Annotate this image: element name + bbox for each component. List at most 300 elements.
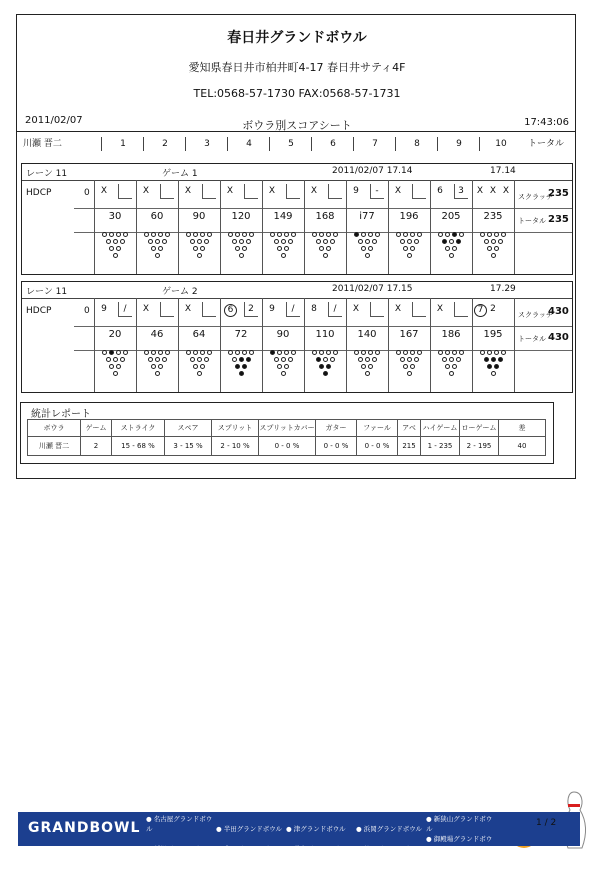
ball-2-box: [370, 302, 384, 317]
bowler-name: 川瀬 晋二: [23, 139, 62, 149]
center-item: ● 磐田グランドボウル: [356, 845, 423, 853]
pin-9: [242, 232, 247, 237]
frame-10: [472, 298, 514, 392]
ball-1: 8: [311, 304, 317, 314]
pin-7: [144, 232, 149, 237]
pin-1: [113, 371, 118, 376]
pin-1: [365, 371, 370, 376]
pin-2: [109, 246, 114, 251]
pin-10: [249, 350, 254, 355]
game-header: [22, 282, 572, 299]
game-game: ゲーム 1: [162, 169, 198, 179]
frame-1: [94, 180, 136, 274]
pin-9: [410, 232, 415, 237]
pin-6: [288, 357, 293, 362]
ball-1: 7: [474, 304, 486, 317]
scratch-label: スクラッチ: [518, 193, 553, 201]
pin-1: [239, 371, 244, 376]
ball-2: /: [333, 304, 337, 314]
ball-1: X: [268, 186, 276, 196]
cumulative-score: 195: [483, 329, 503, 340]
pin-8: [319, 350, 324, 355]
frame-number: 10: [495, 139, 507, 149]
pin-6: [372, 357, 377, 362]
pin-4: [148, 357, 153, 362]
pin-diagram: [262, 350, 304, 388]
pin-8: [361, 350, 366, 355]
frame-1: [94, 298, 136, 392]
ball-2-box: [328, 184, 342, 199]
pin-5: [365, 357, 370, 362]
frame-2: [136, 180, 178, 274]
pin-3: [452, 246, 457, 251]
center-item: ● 御殿場グランドボウル: [426, 835, 493, 853]
pin-2: [445, 246, 450, 251]
pin-4: [274, 239, 279, 244]
pin-8: [277, 350, 282, 355]
frame-divider: [269, 137, 270, 151]
pin-10: [165, 350, 170, 355]
pin-8: [487, 350, 492, 355]
frame-number: 5: [288, 139, 294, 149]
pin-9: [284, 350, 289, 355]
pin-1: [365, 253, 370, 258]
pin-9: [368, 232, 373, 237]
pin-diagram: [346, 350, 388, 388]
pin-10: [375, 232, 380, 237]
total-divider: [514, 298, 515, 392]
pin-diagram: [472, 232, 514, 270]
pin-8: [445, 232, 450, 237]
center-item: ● 新狭山グランドボウル: [426, 815, 493, 833]
cumulative-score: 64: [192, 329, 206, 340]
cumulative-score: 235: [483, 211, 503, 222]
pin-9: [116, 350, 121, 355]
scratch-label: スクラッチ: [518, 311, 553, 319]
pin-7: [354, 350, 359, 355]
pin-4: [484, 239, 489, 244]
pin-6: [456, 239, 461, 244]
total-header: トータル: [527, 139, 564, 149]
pin-5: [281, 357, 286, 362]
stats-value-cell: 0 - 0 %: [259, 437, 316, 456]
pin-8: [319, 232, 324, 237]
pin-9: [326, 232, 331, 237]
frame-divider: [101, 137, 102, 151]
frame-number: 1: [120, 139, 126, 149]
pin-1: [491, 371, 496, 376]
pin-2: [445, 364, 450, 369]
ball-1: X: [310, 186, 318, 196]
pin-1: [281, 371, 286, 376]
pin-4: [484, 357, 489, 362]
pin-diagram: [304, 232, 346, 270]
center-item: ● 川崎グランドボウル: [356, 865, 423, 873]
pin-9: [158, 350, 163, 355]
pin-9: [158, 232, 163, 237]
pin-4: [106, 239, 111, 244]
pin-2: [151, 246, 156, 251]
pin-10: [333, 350, 338, 355]
pin-diagram: [388, 350, 430, 388]
pin-2: [235, 364, 240, 369]
stats-header-cell: ローゲーム: [460, 420, 499, 437]
stats-header-cell: ハイゲーム: [421, 420, 460, 437]
pin-2: [319, 246, 324, 251]
frame-7: [346, 298, 388, 392]
pin-3: [284, 364, 289, 369]
pin-4: [316, 357, 321, 362]
frame-divider: [395, 137, 396, 151]
pin-6: [204, 239, 209, 244]
ball-1: X: [100, 186, 108, 196]
pin-9: [116, 232, 121, 237]
pin-3: [284, 246, 289, 251]
frame-9: [430, 180, 472, 274]
pin-5: [197, 239, 202, 244]
frame-header-bar: [19, 135, 575, 153]
game-end: 17.14: [490, 166, 516, 176]
center-title: 春日井グランドボウル: [227, 30, 367, 46]
stats-value-cell: 2: [81, 437, 112, 456]
pin-3: [242, 246, 247, 251]
stats-value-cell: 2 - 10 %: [212, 437, 259, 456]
frame-divider: [353, 137, 354, 151]
ball-1: X: [184, 186, 192, 196]
pin-6: [498, 239, 503, 244]
stats-report: [20, 402, 554, 464]
pin-10: [165, 232, 170, 237]
pin-8: [109, 350, 114, 355]
cumulative-score: 46: [150, 329, 164, 340]
stats-value-cell: 3 - 15 %: [165, 437, 212, 456]
pin-1: [113, 253, 118, 258]
stats-value-cell: 0 - 0 %: [357, 437, 398, 456]
ball-2: X: [489, 186, 497, 196]
ball-1: X: [476, 186, 484, 196]
pin-1: [239, 253, 244, 258]
pin-4: [148, 239, 153, 244]
center-item: ● 浜岡グランドボウル: [356, 825, 423, 833]
pin-1: [197, 253, 202, 258]
pin-7: [438, 350, 443, 355]
pin-5: [323, 357, 328, 362]
cumulative-score: 186: [441, 329, 461, 340]
frame-number: 4: [246, 139, 252, 149]
pin-5: [239, 239, 244, 244]
pin-3: [410, 364, 415, 369]
pin-7: [270, 232, 275, 237]
pin-6: [162, 239, 167, 244]
ball-3: X: [502, 186, 510, 196]
pin-10: [459, 350, 464, 355]
pin-8: [151, 350, 156, 355]
stats-header-cell: ゲーム: [81, 420, 112, 437]
pin-diagram: [304, 350, 346, 388]
pin-7: [144, 350, 149, 355]
ball-2-box: [454, 302, 468, 317]
pin-5: [449, 357, 454, 362]
pin-10: [333, 232, 338, 237]
total-divider: [514, 180, 515, 274]
stats-value-cell: 川瀬 晋二: [28, 437, 81, 456]
pin-2: [403, 246, 408, 251]
pin-2: [277, 364, 282, 369]
frame-6: [304, 180, 346, 274]
cumulative-score: 20: [108, 329, 122, 340]
frame-4: [220, 298, 262, 392]
pin-1: [155, 253, 160, 258]
pin-9: [242, 350, 247, 355]
stats-value-row: [28, 437, 546, 456]
scratch-value: 235: [548, 188, 569, 199]
frame-number: 3: [204, 139, 210, 149]
stats-table: [27, 419, 546, 456]
game-header: [22, 164, 572, 181]
cumulative-score: 90: [276, 329, 290, 340]
pin-4: [190, 357, 195, 362]
pin-diagram: [136, 232, 178, 270]
pin-9: [200, 350, 205, 355]
pin-6: [162, 357, 167, 362]
pin-1: [407, 253, 412, 258]
pin-2: [193, 246, 198, 251]
ball-1: X: [226, 186, 234, 196]
cumulative-score: 167: [399, 329, 419, 340]
pin-4: [358, 239, 363, 244]
pin-7: [396, 232, 401, 237]
ball-2-box: [118, 184, 132, 199]
frame-6: [304, 298, 346, 392]
pin-5: [491, 357, 496, 362]
frame-3: [178, 180, 220, 274]
pin-8: [403, 350, 408, 355]
pin-1: [449, 371, 454, 376]
pin-2: [487, 246, 492, 251]
pin-3: [116, 246, 121, 251]
pin-5: [155, 357, 160, 362]
stats-value-cell: 40: [499, 437, 546, 456]
stats-value-cell: 215: [398, 437, 421, 456]
ball-2-box: [286, 184, 300, 199]
pin-3: [200, 246, 205, 251]
game-1-panel: [21, 163, 573, 275]
frame-3: [178, 298, 220, 392]
ball-2-box: [412, 184, 426, 199]
total-label: トータル: [518, 217, 546, 225]
stats-value-cell: 0 - 0 %: [316, 437, 357, 456]
pin-2: [319, 364, 324, 369]
pin-8: [109, 232, 114, 237]
pin-8: [235, 350, 240, 355]
ball-1: X: [352, 304, 360, 314]
center-list: [146, 814, 526, 874]
frame-9: [430, 298, 472, 392]
pin-10: [375, 350, 380, 355]
frame-7: [346, 180, 388, 274]
pin-diagram: [178, 232, 220, 270]
pin-8: [277, 232, 282, 237]
stats-header-cell: 差: [499, 420, 546, 437]
frame-divider: [479, 137, 480, 151]
pin-1: [449, 253, 454, 258]
game-end: 17.29: [490, 284, 516, 294]
pin-9: [326, 350, 331, 355]
pin-10: [123, 232, 128, 237]
pin-7: [102, 350, 107, 355]
pin-3: [158, 364, 163, 369]
pin-5: [155, 239, 160, 244]
pin-2: [109, 364, 114, 369]
pin-9: [494, 232, 499, 237]
pin-diagram: [346, 232, 388, 270]
stats-value-cell: 1 - 235: [421, 437, 460, 456]
stats-header-cell: ガター: [316, 420, 357, 437]
pin-8: [193, 232, 198, 237]
pin-3: [326, 246, 331, 251]
cumulative-score: 90: [192, 211, 206, 222]
pin-4: [106, 357, 111, 362]
pin-9: [410, 350, 415, 355]
pin-diagram: [178, 350, 220, 388]
pin-diagram: [136, 350, 178, 388]
sheet-time: 17:43:06: [524, 117, 569, 128]
pin-10: [459, 232, 464, 237]
ball-1: X: [394, 304, 402, 314]
pin-10: [123, 350, 128, 355]
pin-10: [207, 232, 212, 237]
cumulative-score: 205: [441, 211, 461, 222]
pin-10: [417, 232, 422, 237]
frame-number: 7: [372, 139, 378, 149]
center-item: ● 名古屋グランドボウル: [146, 815, 213, 833]
pin-diagram: [262, 232, 304, 270]
pin-6: [330, 239, 335, 244]
pin-9: [452, 350, 457, 355]
pin-7: [312, 350, 317, 355]
pin-2: [193, 364, 198, 369]
frame-4: [220, 180, 262, 274]
pin-3: [368, 246, 373, 251]
pin-7: [228, 350, 233, 355]
pin-4: [232, 357, 237, 362]
ball-2: /: [123, 304, 127, 314]
pin-2: [277, 246, 282, 251]
pin-5: [113, 239, 118, 244]
ball-2-box: [412, 302, 426, 317]
ball-1: 6: [224, 304, 236, 317]
pin-2: [361, 246, 366, 251]
pin-4: [316, 239, 321, 244]
pin-5: [113, 357, 118, 362]
pin-3: [494, 246, 499, 251]
pin-5: [323, 239, 328, 244]
pin-diagram: [94, 350, 136, 388]
pin-3: [452, 364, 457, 369]
stats-value-cell: 15 - 68 %: [112, 437, 165, 456]
game-2-panel: [21, 281, 573, 393]
ball-2: 2: [248, 304, 254, 314]
pin-diagram: [430, 232, 472, 270]
pin-7: [186, 232, 191, 237]
hdcp-value: 0: [84, 188, 90, 198]
frame-number: 8: [414, 139, 420, 149]
frame-divider: [143, 137, 144, 151]
stats-header-cell: スプリット: [212, 420, 259, 437]
footer-brand: GRANDBOWL: [28, 820, 141, 836]
pin-5: [407, 357, 412, 362]
scratch-value: 430: [548, 306, 569, 317]
cumulative-score: 60: [150, 211, 164, 222]
stats-header-cell: アベ: [398, 420, 421, 437]
ball-2-box: [244, 184, 258, 199]
pin-2: [487, 364, 492, 369]
game-start: 2011/02/07 17.14: [332, 166, 413, 176]
ball-2: 2: [490, 304, 496, 314]
pin-6: [456, 357, 461, 362]
header-divider: [17, 131, 575, 132]
pin-7: [270, 350, 275, 355]
pin-diagram: [472, 350, 514, 388]
frame-number: 9: [456, 139, 462, 149]
hdcp-label: HDCP: [26, 306, 52, 316]
pin-8: [445, 350, 450, 355]
pin-6: [414, 239, 419, 244]
pin-6: [414, 357, 419, 362]
stats-title: 統計レポート: [31, 409, 91, 420]
game-game: ゲーム 2: [162, 287, 198, 297]
cumulative-score: 72: [234, 329, 248, 340]
ball-1: 9: [269, 304, 275, 314]
center-item: ● 春日井グランドボウル: [216, 855, 283, 873]
ball-2-box: [202, 302, 216, 317]
cumulative-score: 120: [231, 211, 251, 222]
game-start: 2011/02/07 17.15: [332, 284, 413, 294]
frame-5: [262, 180, 304, 274]
center-item: ● 半田グランドボウル: [216, 825, 283, 833]
center-item: ● 桑名グランドボウル: [286, 845, 353, 853]
pin-1: [281, 253, 286, 258]
frame-5: [262, 298, 304, 392]
page-number: 1 / 2: [536, 818, 557, 828]
pin-diagram: [220, 232, 262, 270]
sheet-title: ボウラ別スコアシート: [242, 119, 352, 132]
pin-10: [501, 232, 506, 237]
pin-4: [358, 357, 363, 362]
frame-divider: [227, 137, 228, 151]
pin-10: [249, 232, 254, 237]
pin-5: [239, 357, 244, 362]
pin-4: [442, 357, 447, 362]
pin-6: [120, 239, 125, 244]
ball-2: /: [291, 304, 295, 314]
pin-4: [232, 239, 237, 244]
ball-2-box: [202, 184, 216, 199]
sheet-date: 2011/02/07: [25, 115, 83, 126]
ball-1: 9: [353, 186, 359, 196]
ball-2: -: [375, 186, 379, 196]
pin-9: [494, 350, 499, 355]
pin-1: [155, 371, 160, 376]
stats-header-cell: スプリットカバー: [259, 420, 316, 437]
pin-4: [400, 357, 405, 362]
pin-4: [400, 239, 405, 244]
pin-2: [151, 364, 156, 369]
pin-8: [193, 350, 198, 355]
ball-1: X: [142, 186, 150, 196]
center-phone: TEL:0568-57-1730 FAX:0568-57-1731: [193, 87, 401, 100]
pin-6: [120, 357, 125, 362]
